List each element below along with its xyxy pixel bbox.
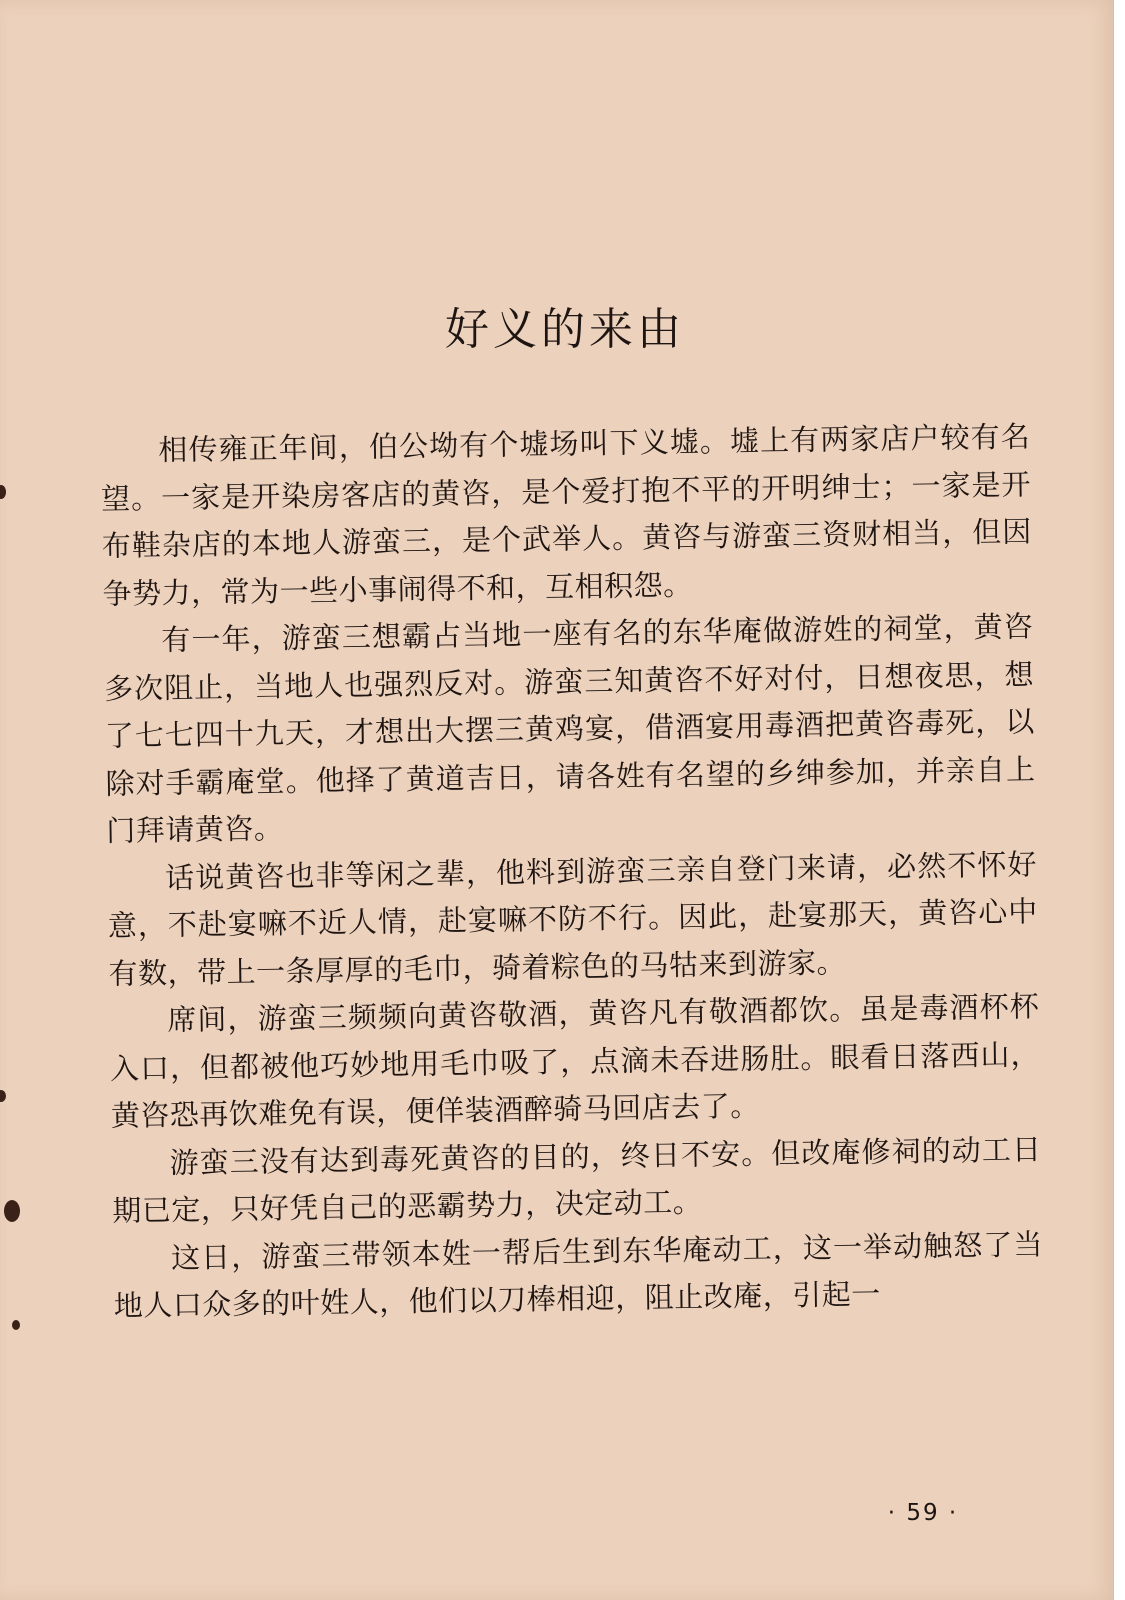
paragraph: 这日，游蛮三带领本姓一帮后生到东华庵动工，这一举动触怒了当地人口众多的叶姓人，他们以刀棒相迎，阻止改庵，引起一	[113, 1226, 1044, 1323]
page-number: · 59 ·	[887, 1500, 959, 1526]
paragraph: 相传雍正年间，伯公坳有个墟场叫下义墟。墟上有两家店户较有名望。一家是开染房客店的黄咨，是个爱打抱不平的开明绅士；一家是开布鞋杂店的本地人游蛮三，是个武举人。黄咨与游蛮三资财相当，但因争势力，常为一些小事闹得不和，互相积怨。	[100, 419, 1033, 611]
paragraph: 话说黄咨也非等闲之辈，他料到游蛮三亲自登门来请，必然不怀好意，不赴宴嘛不近人情，赴宴嘛不防不行。因此，赴宴那天，黄咨心中有数，带上一条厚厚的毛巾，骑着粽色的马牯来到游家。	[107, 846, 1038, 991]
binding-spot	[0, 485, 6, 499]
paragraph: 有一年，游蛮三想霸占当地一座有名的东华庵做游姓的祠堂，黄咨多次阻止，当地人也强烈反对。游蛮三知黄咨不好对付，日想夜思，想了七七四十九天，才想出大摆三黄鸡宴，借酒宴用毒酒把黄咨毒死，以除对手霸庵堂。他择了黄道吉日，请各姓有名望的乡绅参加，并亲自上门拜请黄咨。	[103, 609, 1036, 848]
paragraph: 游蛮三没有达到毒死黄咨的目的，终日不安。但改庵修祠的动工日期已定，只好凭自己的恶霸势力，决定动工。	[112, 1131, 1042, 1228]
binding-spot	[0, 1090, 6, 1102]
page-title: 好义的来由	[445, 304, 685, 355]
binding-spot	[4, 1200, 20, 1222]
binding-spot	[12, 1320, 20, 1330]
paragraph: 席间，游蛮三频频向黄咨敬酒，黄咨凡有敬酒都饮。虽是毒酒杯杯入口，但都被他巧妙地用毛巾吸了，点滴未吞进肠肚。眼看日落西山，黄咨恐再饮难免有误，便佯装酒醉骑马回店去了。	[109, 989, 1041, 1133]
body-text	[100, 413, 1044, 1330]
